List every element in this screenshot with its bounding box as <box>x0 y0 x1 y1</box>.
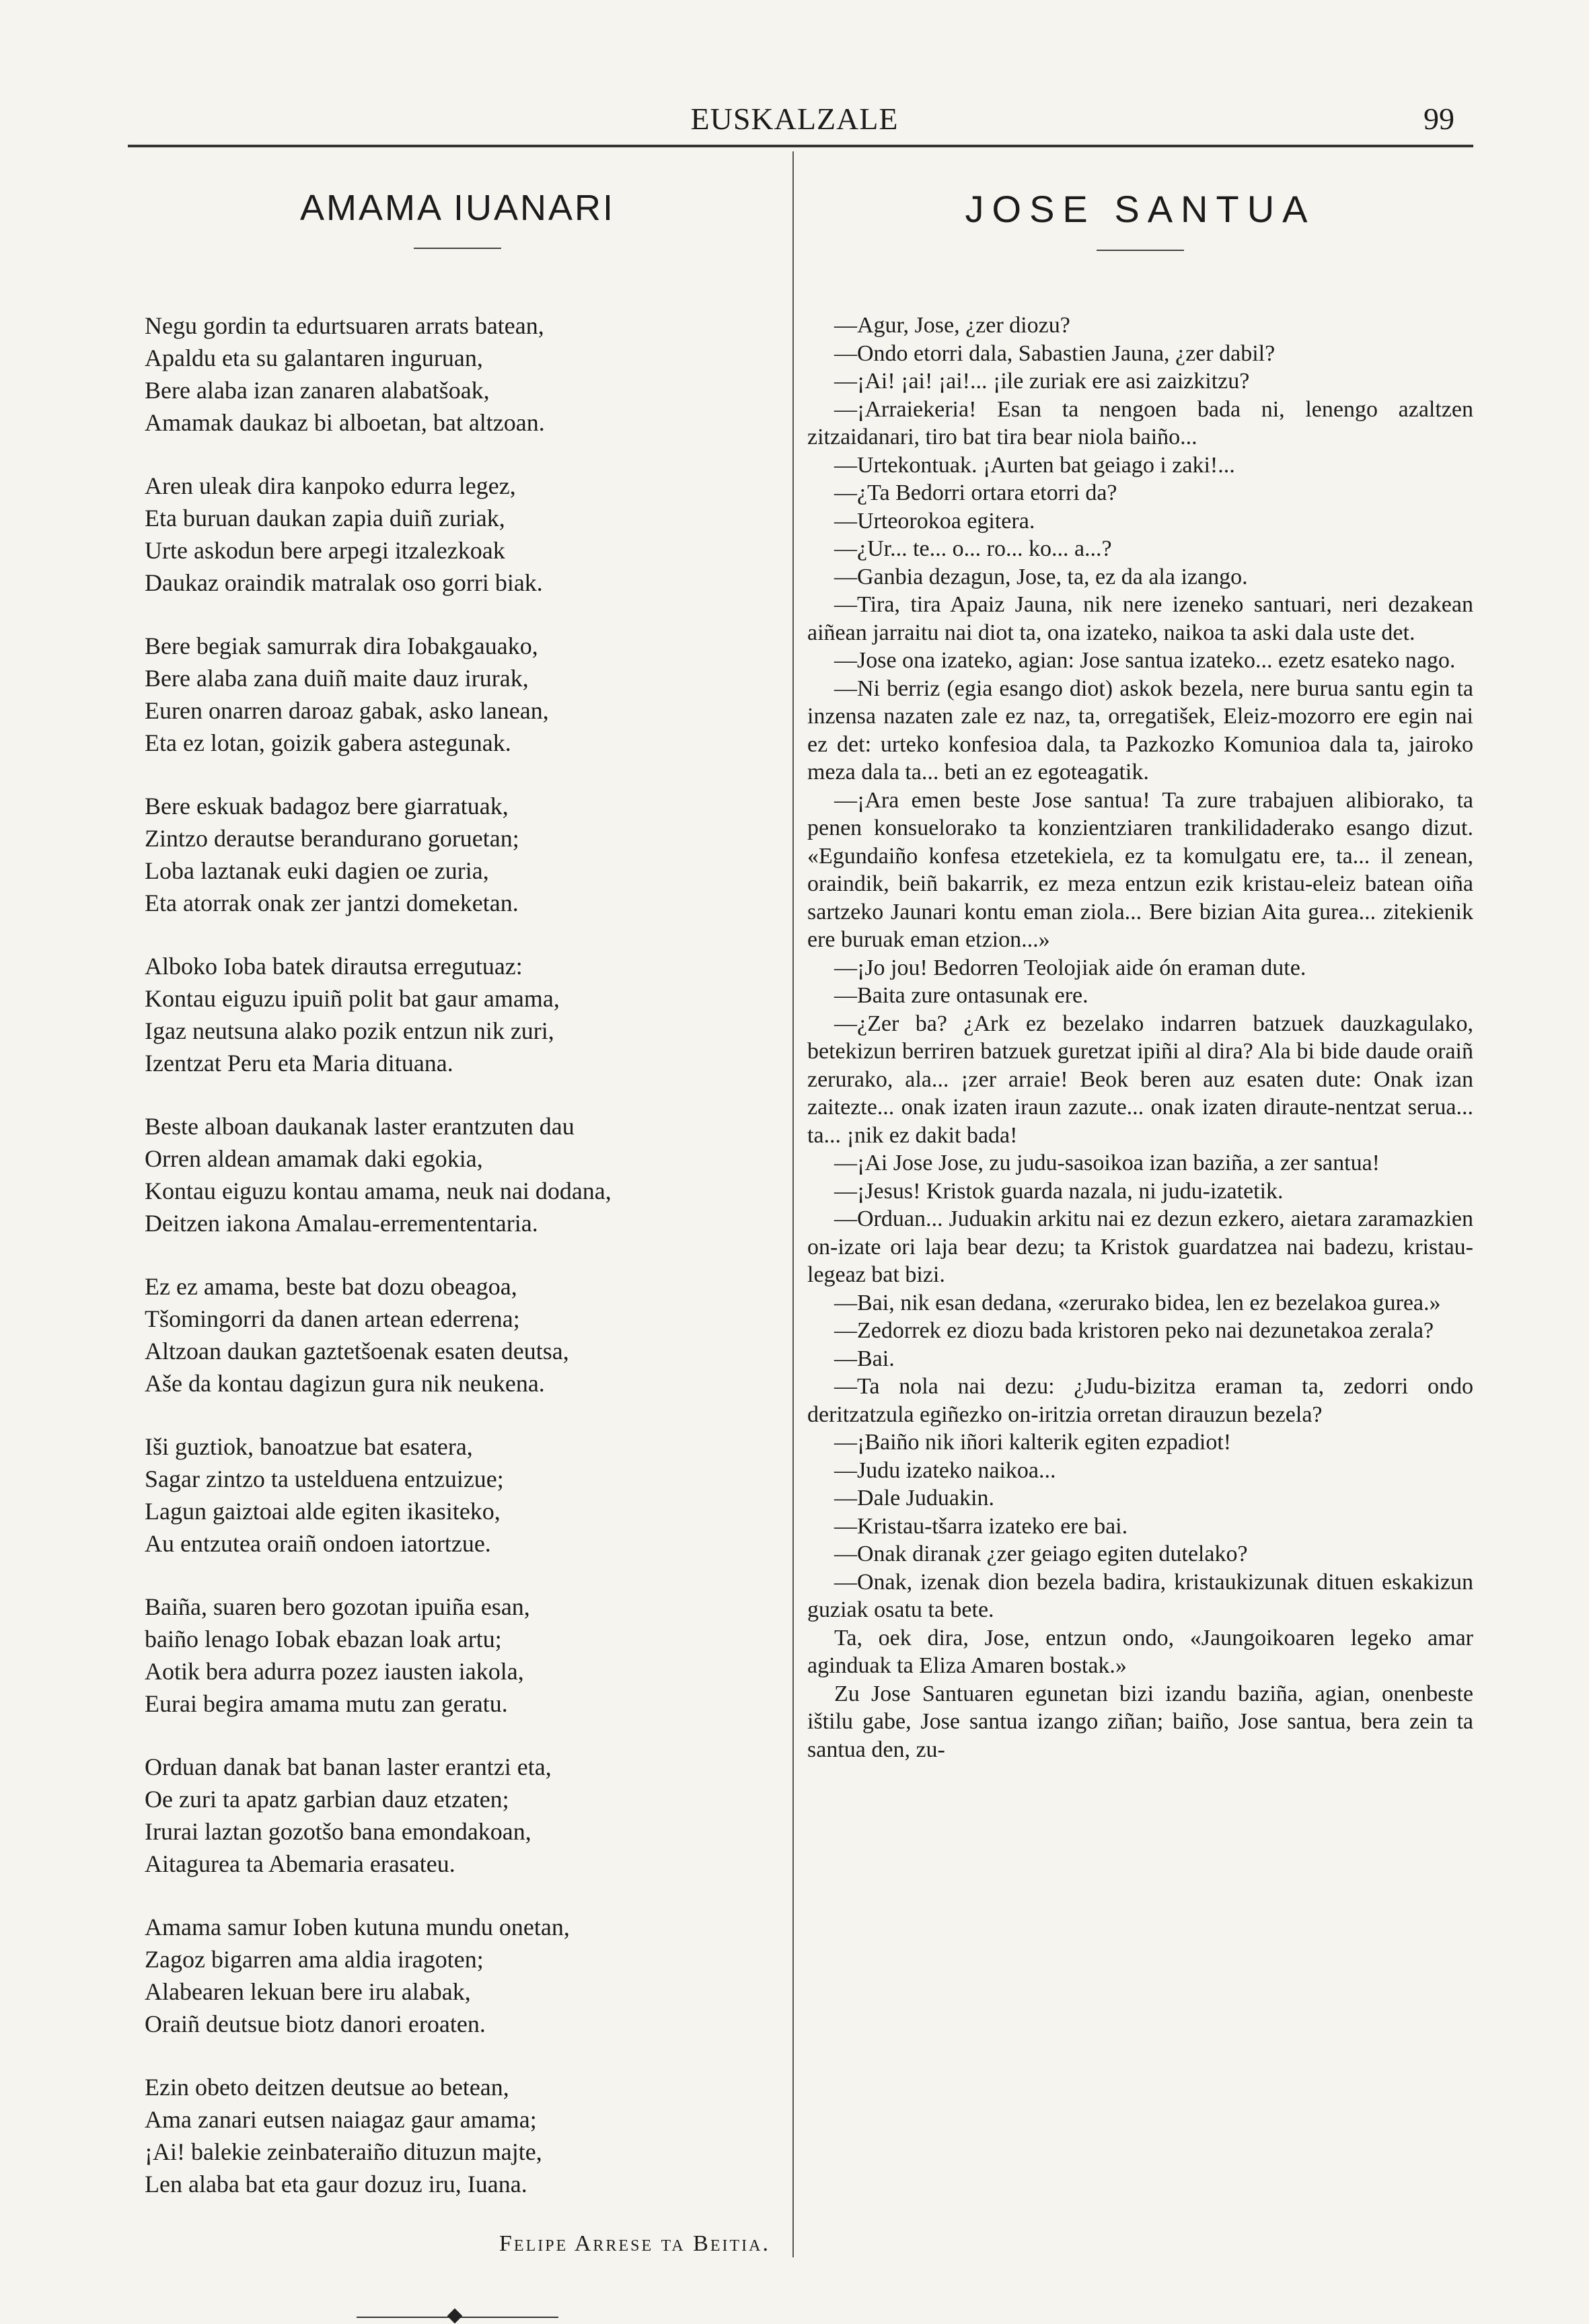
poem-line: Eurai begira amama mutu zan geratu. <box>145 1690 508 1717</box>
article-paragraph: Ta, oek dira, Jose, entzun ondo, «Jaungoikoaren legeko amar aginduak ta Eliza Amaren bostak.» <box>807 1625 1473 1678</box>
poem-line: Ez ez amama, beste bat dozu obeagoa, <box>145 1273 517 1300</box>
poem-line: Zintzo derautse berandurano goruetan; <box>145 825 519 852</box>
poem-line: Amamak daukaz bi alboetan, bat altzoan. <box>145 409 545 436</box>
poem-line: ¡Ai! balekie zeinbateraiño dituzun majte, <box>145 2138 542 2165</box>
poem-line: Orduan danak bat banan laster erantzi eta, <box>145 1753 552 1780</box>
poem-signature: Felipe Arrese ta Beitia. <box>499 2231 770 2256</box>
poem-line: Eta buruan daukan zapia duiñ zuriak, <box>145 505 505 532</box>
poem-line: Lagun gaiztoai alde egiten ikasiteko, <box>145 1498 501 1525</box>
end-ornament <box>357 2311 558 2324</box>
article-paragraph: —Judu izateko naikoa... <box>834 1457 1056 1483</box>
article-paragraph: —Dale Juduakin. <box>834 1486 994 1511</box>
article-paragraph: —Baita zure ontasunak ere. <box>834 983 1088 1008</box>
poem-line: Izentzat Peru eta Maria dituana. <box>145 1050 453 1077</box>
title-rule <box>1097 250 1184 251</box>
article-paragraph: —Onak diranak ¿zer geiago egiten dutelako? <box>834 1541 1248 1566</box>
poem-line: Oraiñ deutsue biotz danori eroaten. <box>145 2010 486 2037</box>
poem-stanza <box>145 950 770 1079</box>
poem-line: Loba laztanak euki dagien oe zuria, <box>145 857 489 884</box>
poem-title: AMAMA IUANARI <box>299 188 616 228</box>
poem-line: Bere begiak samurrak dira Iobakgauako, <box>145 632 538 659</box>
poem-stanza <box>145 1911 770 2040</box>
article-paragraph: —¡Baiño nik iñori kalterik egiten ezpadiot! <box>834 1430 1232 1455</box>
poem-line: Orren aldean amamak daki egokia, <box>145 1145 483 1172</box>
poem-line: Kontau eiguzu kontau amama, neuk nai dodana, <box>145 1177 612 1204</box>
article-paragraph: —Ni berriz (egia esango diot) askok bezela, nere burua santu egin ta inzensa nazaten zale ez naz, ta, orregatišek, Eleiz-mozorro ere egin nai ez det: urteko konfesioa dala, ta Pazkozko Komunioa dala ta, jairoko meza dala ta... beti an ez egoteagatik. <box>807 676 1473 785</box>
poem-line: Zagoz bigarren ama aldia iragoten; <box>145 1946 484 1973</box>
article-paragraph: —Orduan... Juduakin arkitu nai ez dezun ezkero, aietara zaramazkien on-izate ori laja bear dezu; ta Kristok guardatzea nai badezu, kristau-legeaz bat bizi. <box>807 1206 1473 1287</box>
article-paragraph: —¿Zer ba? ¿Ark ez bezelako indarren batzuek dauzkagulako, betekizun berriren batzuek guretzat ipiñi al dira? Ala bi bide daude oraiñ zerurako, ala... ¡zer arraie! Beok beren auz esaten dute: Onak izan zaitezte... onak izaten iraun zazute... onak izaten diraute-nentzat serua... ta... ¡nik ez dakit bada! <box>807 1011 1473 1148</box>
article-paragraph: —¡Jesus! Kristok guarda nazala, ni judu-izatetik. <box>834 1178 1284 1204</box>
poem-line: Au entzutea oraiñ ondoen iatortzue. <box>145 1530 491 1557</box>
article-paragraph: —Urtekontuak. ¡Aurten bat geiago i zaki!... <box>834 452 1235 478</box>
article-paragraph: —¡Arraiekeria! Esan ta nengoen bada ni, lenengo azaltzen zitzaidanari, tiro bat tira bear niola baiño... <box>807 396 1473 449</box>
poem-stanza <box>145 1270 770 1400</box>
article-paragraph: —¡Ai Jose Jose, zu judu-sasoikoa izan baziña, a zer santua! <box>834 1151 1380 1175</box>
poem-line: Aitagurea ta Abemaria erasateu. <box>145 1850 455 1877</box>
article-body <box>807 312 1473 1764</box>
poem-line: Aše da kontau dagizun gura nik neukena. <box>145 1370 545 1397</box>
poem-line: Irurai laztan gozotšo bana emondakoan, <box>145 1818 531 1845</box>
poem-line: Alboko Ioba batek dirautsa erregutuaz: <box>145 953 523 980</box>
article-paragraph: —Tira, tira Apaiz Jauna, nik nere izeneko santuari, neri dezakean aiñean jarraitu nai diot ta, ona izateko, naikoa ta aski dala uste det. <box>807 592 1473 645</box>
poem-stanza <box>145 1430 770 1560</box>
column-divider <box>792 151 794 2257</box>
article-paragraph: —Agur, Jose, ¿zer diozu? <box>834 313 1070 338</box>
poem-line: Altzoan daukan gaztetšoenak esaten deutsa, <box>145 1338 569 1365</box>
article-paragraph: —¡Ara emen beste Jose santua! Ta zure trabajuen alibiorako, ta penen konsuelorako ta konzientziaren trankilidaderako esango dizut. «Egundaiño konfesa etzetekiela, ez ta komulgatu ere, ta... il zenean, oraindik, beiñ bakarrik, ez meza entzun ezik kristau-eleiz batean oiña sartzeko Jaunari kontu eman ziola... Bere bizian Aita gurea... zitekienik ere buruak eman etzion...» <box>807 787 1473 952</box>
article-paragraph: —Bai. <box>834 1346 895 1371</box>
article-paragraph: —¡Ai! ¡ai! ¡ai!... ¡ile zuriak ere asi zaizkitzu? <box>834 369 1250 394</box>
article-title: JOSE SANTUA <box>965 188 1316 230</box>
poem-line: Ezin obeto deitzen deutsue ao betean, <box>145 2074 509 2101</box>
article-paragraph: —Jose ona izateko, agian: Jose santua izateko... ezetz esateko nago. <box>834 648 1456 673</box>
poem-stanza <box>145 1591 770 1720</box>
article-paragraph: —Ganbia dezagun, Jose, ta, ez da ala izango. <box>834 564 1248 589</box>
poem-line: Euren onarren daroaz gabak, asko lanean, <box>145 697 549 724</box>
poem-stanza <box>145 470 770 599</box>
article-paragraph: —Urteorokoa egitera. <box>834 508 1035 534</box>
poem-stanza <box>145 310 770 439</box>
article-paragraph: —¿Ta Bedorri ortara etorri da? <box>834 480 1117 505</box>
article-paragraph: Zu Jose Santuaren egunetan bizi izandu baziña, agian, onenbeste ištilu gabe, Jose santua izango ziñan; baiño, Jose santua, bera zein ta santua den, zu- <box>807 1681 1473 1762</box>
poem-line: Beste alboan daukanak laster erantzuten dau <box>145 1113 575 1140</box>
poem-line: Alabearen lekuan bere iru alabak, <box>145 1978 471 2005</box>
article-paragraph: —Ta nola nai dezu: ¿Judu-bizitza eraman ta, zedorri ondo deritzatzula egiñezko on-iritzia orretan dirauzun bezela? <box>807 1374 1473 1427</box>
poem-line: Amama samur Ioben kutuna mundu onetan, <box>145 1914 570 1940</box>
poem-stanza <box>145 630 770 759</box>
poem-line: Bere alaba zana duiñ maite dauz irurak, <box>145 665 529 692</box>
poem-line: baiño lenago Iobak ebazan loak artu; <box>145 1626 502 1653</box>
poem-column <box>145 168 770 2324</box>
poem-stanza <box>145 790 770 919</box>
article-column <box>807 168 1473 1764</box>
poem-line: Sagar zintzo ta ustelduena entzuizue; <box>145 1465 504 1492</box>
poem-line: Igaz neutsuna alako pozik entzun nik zuri, <box>145 1017 554 1044</box>
poem-line: Apaldu eta su galantaren inguruan, <box>145 344 483 371</box>
article-paragraph: —Zedorrek ez diozu bada kristoren peko nai dezunetakoa zerala? <box>834 1318 1434 1343</box>
poem-line: Ama zanari eutsen naiagaz gaur amama; <box>145 2106 537 2133</box>
poem-stanza <box>145 2071 770 2200</box>
poem-line: Aren uleak dira kanpoko edurra legez, <box>145 472 516 499</box>
article-paragraph: —¿Ur... te... o... ro... ko... a...? <box>834 536 1112 561</box>
poem-line: Iši guztiok, banoatzue bat esatera, <box>145 1433 473 1460</box>
article-paragraph: —Ondo etorri dala, Sabastien Jauna, ¿zer dabil? <box>834 340 1276 366</box>
article-paragraph: —¡Jo jou! Bedorren Teolojiak aide ón eraman dute. <box>834 955 1306 980</box>
title-rule <box>414 248 501 249</box>
poem-line: Negu gordin ta edurtsuaren arrats batean, <box>145 312 544 339</box>
poem-line: Bere eskuak badagoz bere giarratuak, <box>145 793 509 820</box>
poem-line: Len alaba bat eta gaur dozuz iru, Iuana. <box>145 2171 527 2198</box>
running-head: EUSKALZALE <box>690 102 899 136</box>
poem-line: Tšomingorri da danen artean ederrena; <box>145 1305 520 1332</box>
header-rule <box>128 145 1473 147</box>
poem-line: Aotik bera adurra pozez iausten iakola, <box>145 1658 524 1685</box>
poem-body <box>145 310 770 2200</box>
page-number: 99 <box>1424 102 1454 136</box>
poem-line: Deitzen iakona Amalau-erremententaria. <box>145 1210 538 1237</box>
poem-stanza <box>145 1751 770 1880</box>
poem-line: Oe zuri ta apatz garbian dauz etzaten; <box>145 1786 509 1813</box>
article-paragraph: —Bai, nik esan dedana, «zerurako bidea, len ez bezelakoa gurea.» <box>834 1290 1441 1315</box>
poem-line: Daukaz oraindik matralak oso gorri biak. <box>145 569 543 596</box>
article-paragraph: —Onak, izenak dion bezela badira, kristaukizunak dituen eskakizun guziak osatu ta bete. <box>807 1569 1473 1622</box>
poem-line: Kontau eiguzu ipuiñ polit bat gaur amama, <box>145 985 560 1012</box>
poem-line: Urte askodun bere arpegi itzalezkoak <box>145 537 505 564</box>
poem-stanza <box>145 1110 770 1239</box>
article-paragraph: —Kristau-tšarra izateko ere bai. <box>834 1513 1128 1539</box>
poem-line: Eta atorrak onak zer jantzi domeketan. <box>145 889 519 916</box>
poem-line: Bere alaba izan zanaren alabatšoak, <box>145 377 490 404</box>
poem-line: Baiña, suaren bero gozotan ipuiña esan, <box>145 1593 530 1620</box>
ornament-diamond-icon <box>447 2309 463 2324</box>
poem-line: Eta ez lotan, goizik gabera astegunak. <box>145 729 511 756</box>
